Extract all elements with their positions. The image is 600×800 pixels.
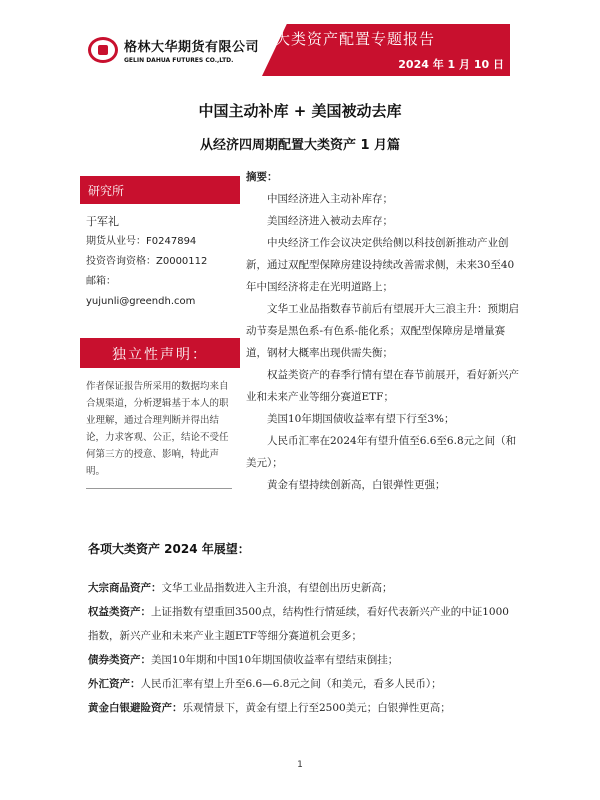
email-label: 邮箱：: [86, 276, 116, 287]
asset-outlook-list: [88, 576, 518, 720]
summary-item: 人民币汇率在2024年有望升值至6.6至6.8元之间（和美元）；: [246, 435, 517, 469]
outlook-label: 权益类资产：: [88, 606, 151, 618]
advisor-qualification: 投资咨询资格：Z0000112: [86, 256, 208, 267]
report-date: 2024 年 1 月 10 日: [398, 58, 504, 71]
outlook-heading: 各项大类资产 2024 年展望：: [88, 542, 250, 556]
page-title: 中国主动补库 + 美国被动去库: [198, 102, 402, 120]
summary-item: 中央经济工作会议决定供给侧以科技创新推动产业创新，通过双配型保障房建设持续改善需求侧，未来30至40年中国经济将走在光明道路上；: [246, 237, 515, 293]
outlook-label: 黄金白银避险资产：: [88, 702, 183, 714]
email-address[interactable]: yujunli@greendh.com: [86, 296, 196, 307]
summary-label: 摘要：: [246, 171, 278, 183]
outlook-text: 人民币汇率有望上升至6.6—6.8元之间（和美元，看多人民币）；: [140, 678, 442, 690]
company-name-cn: 格林大华期货有限公司: [124, 40, 260, 55]
outlook-label: 债券类资产：: [88, 654, 151, 666]
sidebar-section-label: 研究所: [80, 176, 240, 204]
summary-item: 黄金有望持续创新高，白银弹性更强；: [267, 479, 446, 491]
summary-block: [246, 166, 522, 496]
outlook-text: 美国10年期和中国10年期国债收益率有望结束倒挂；: [151, 654, 399, 666]
outlook-label: 大宗商品资产：: [88, 582, 162, 594]
outlook-text: 乐观情景下，黄金有望上行至2500美元；白银弹性更高；: [182, 702, 451, 714]
summary-item: 美国10年期国债收益率有望下行至3%；: [267, 413, 455, 425]
outlook-row-fx: [88, 672, 518, 696]
outlook-row-gold-silver: [88, 696, 518, 720]
report-type-title: 大类资产配置专题报告: [275, 30, 436, 48]
outlook-label: 外汇资产：: [88, 678, 141, 690]
summary-item: 美国经济进入被动去库存；: [267, 215, 393, 227]
outlook-row-equity: [88, 600, 518, 648]
license-number: 期货从业号：F0247894: [86, 236, 197, 247]
summary-item: 权益类资产的春季行情有望在春节前展开，看好新兴产业和未来产业等细分赛道ETF；: [246, 369, 519, 403]
outlook-row-commodities: [88, 576, 518, 600]
logo-emblem-icon: [88, 37, 118, 63]
page-subtitle: 从经济四周期配置大类资产 1 月篇: [199, 138, 401, 153]
independence-statement: 作者保证报告所采用的数据均来自合规渠道，分析逻辑基于本人的职业理解，通过合理判断并得出结论，力求客观、公正，结论不受任何第三方的授意、影响，特此声明。: [80, 368, 240, 489]
company-name-en: GELIN DAHUA FUTURES CO.,LTD.: [124, 57, 234, 64]
summary-item: 中国经济进入主动补库存；: [267, 193, 393, 205]
company-logo: [88, 36, 259, 64]
outlook-row-bonds: [88, 648, 518, 672]
outlook-text: 文华工业品指数进入主升浪，有望创出历史新高；: [161, 582, 393, 594]
page-number: 1: [297, 760, 303, 770]
independence-heading: 独立性声明：: [80, 338, 240, 368]
analyst-sidebar: [80, 176, 240, 489]
analyst-name: 于军礼: [86, 215, 119, 228]
summary-item: 文华工业品指数春节前后有望展开大三浪主升：预期启动节奏是黑色系-有色系-能化系；双配型保障房是增量赛道，钢材大概率出现供需失衡；: [246, 303, 519, 359]
outlook-text: 上证指数有望重回3500点，结构性行情延续，看好代表新兴产业的中证1000指数，新兴产业和未来产业主题ETF等细分赛道机会更多；: [88, 606, 509, 642]
report-header: [0, 22, 600, 80]
